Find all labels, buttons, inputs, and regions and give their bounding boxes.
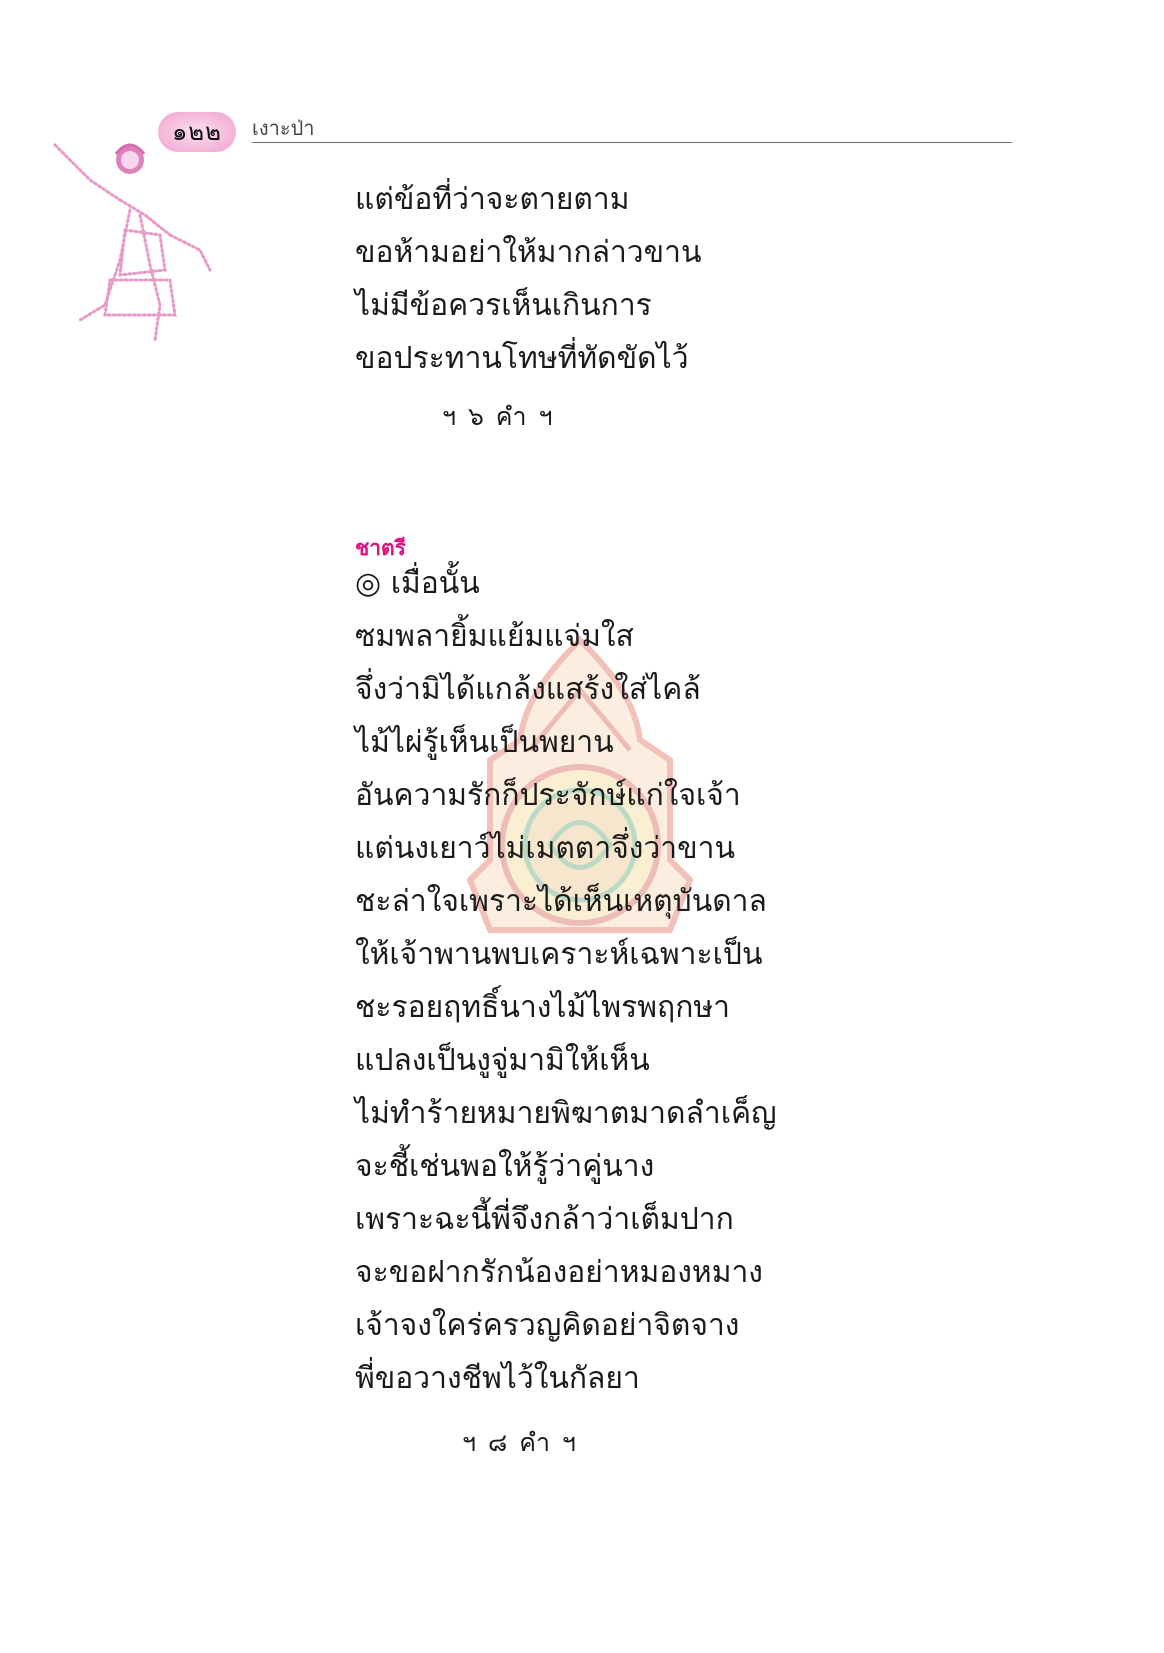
verse-line: ขอประทานโทษที่ทัดขัดไว้ — [355, 341, 689, 376]
verse-line: ไม่ทำร้ายหมายพิฆาตมาดลำเค็ญ — [355, 1096, 777, 1131]
dancing-figure-illustration — [50, 140, 220, 350]
verse-line: จะชี้เช่นพอให้รู้ว่าคู่นาง — [355, 1149, 655, 1184]
verse-line: ซมพลายิ้มแย้มแจ่มใส — [355, 619, 634, 654]
verse-line: แต่นงเยาว์ไม่เมตตาจึ่งว่าขาน — [355, 831, 735, 866]
verse-line: ไม้ไผ่รู้เห็นเป็นพยาน — [355, 725, 614, 760]
verse-line: เพราะฉะนี้พี่จึงกล้าว่าเต็มปาก — [355, 1202, 734, 1237]
verse-line: ไม่มีข้อควรเห็นเกินการ — [355, 288, 652, 323]
stanza-count: ฯ ๖ คำ ฯ — [442, 402, 555, 431]
verse-line: ชะล่าใจเพราะได้เห็นเหตุบันดาล — [355, 884, 767, 919]
verse-line: อันความรักก็ประจักษ์แก่ใจเจ้า — [355, 778, 741, 813]
page-number: ๑๒๒ — [172, 118, 222, 146]
verse-line: ขอห้ามอย่าให้มากล่าวขาน — [355, 235, 702, 270]
stanza-count: ฯ ๘ คำ ฯ — [462, 1428, 578, 1457]
verse-line: เจ้าจงใคร่ครวญคิดอย่าจิตจาง — [355, 1308, 740, 1343]
verse-line: จะขอฝากรักน้องอย่าหมองหมาง — [355, 1255, 763, 1290]
verse-line: พี่ขอวางชีพไว้ในกัลยา — [355, 1361, 640, 1396]
verse-line: จึ่งว่ามิได้แกล้งแสร้งใส่ไคล้ — [355, 672, 701, 707]
running-title: เงาะป่า — [252, 116, 315, 140]
verse-line: ให้เจ้าพานพบเคราะห์เฉพาะเป็น — [355, 937, 763, 972]
verse-line: แปลงเป็นงูจู่มามิให้เห็น — [355, 1043, 650, 1078]
verse-line: แต่ข้อที่ว่าจะตายตาม — [355, 182, 630, 217]
speaker-label: ชาตรี — [355, 536, 406, 560]
header-rule — [252, 142, 1012, 143]
verse-line: ◎ เมื่อนั้น — [355, 566, 480, 601]
verse-line: ชะรอยฤทธิ์นางไม้ไพรพฤกษา — [355, 990, 730, 1025]
